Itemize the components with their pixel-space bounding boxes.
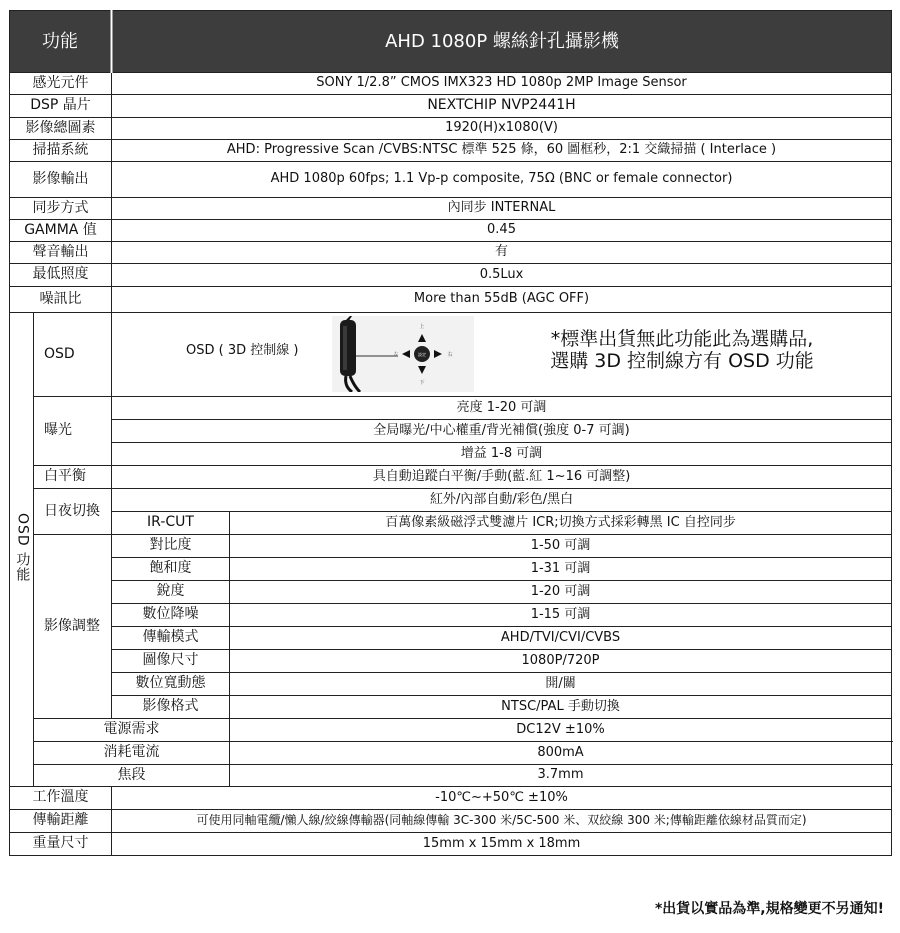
image-adjust-row	[10, 535, 892, 558]
spec-row	[10, 220, 892, 242]
exposure-value: 亮度 1-20 可調	[112, 397, 892, 420]
spec-row	[10, 162, 892, 198]
spec-row	[10, 742, 892, 765]
spec-value: More than 55dB (AGC OFF)	[112, 287, 892, 313]
exposure-label: 曝光	[34, 397, 112, 466]
feature-header: 功能	[10, 11, 112, 73]
spec-row	[10, 140, 892, 162]
image-adjust-item-value: NTSC/PAL 手動切換	[230, 696, 892, 719]
exposure-row	[10, 397, 892, 420]
image-adjust-row	[10, 673, 892, 696]
exposure-row	[10, 443, 892, 466]
image-adjust-item-label: 數位寬動態	[112, 673, 230, 696]
spec-label: 掃描系統	[10, 140, 112, 162]
spec-value: 0.45	[112, 220, 892, 242]
image-adjust-item-label: 飽和度	[112, 558, 230, 581]
image-adjust-item-label: 傳輸模式	[112, 627, 230, 650]
spec-value: 1920(H)x1080(V)	[112, 118, 892, 140]
osd-note	[492, 328, 872, 374]
ir-cut-label: IR-CUT	[112, 512, 230, 535]
osd-down-label: 下	[419, 379, 425, 386]
spec-label: 感光元件	[10, 73, 112, 95]
image-adjust-row	[10, 650, 892, 673]
image-adjust-item-value: AHD/TVI/CVI/CVBS	[230, 627, 892, 650]
spec-row	[10, 810, 892, 833]
spec-value: 內同步 INTERNAL	[112, 198, 892, 220]
spec-label: DSP 晶片	[10, 95, 112, 118]
spec-label: 傳輸距離	[10, 810, 112, 833]
spec-value: 可使用同軸電纜/懶人線/絞線傳輸器(同軸線傳輸 3C-300 米/5C-500 米、双絞線 300 米;傳輸距離依線材品質而定)	[112, 810, 892, 833]
osd-left-label: 左	[393, 351, 399, 358]
image-adjust-row	[10, 627, 892, 650]
spec-value: NEXTCHIP NVP2441H	[112, 95, 892, 118]
image-adjust-row	[10, 558, 892, 581]
spec-label: 工作溫度	[10, 787, 112, 810]
image-adjust-item-label: 圖像尺寸	[112, 650, 230, 673]
image-adjust-row	[10, 581, 892, 604]
osd-row	[10, 313, 892, 397]
day-night-label: 日夜切換	[34, 489, 112, 535]
spec-table	[9, 10, 892, 856]
white-balance-label: 白平衡	[34, 466, 112, 489]
day-night-row	[10, 489, 892, 512]
spec-label: 噪訊比	[10, 287, 112, 313]
spec-value: DC12V ±10%	[230, 719, 892, 742]
spec-row	[10, 287, 892, 313]
spec-label: GAMMA 值	[10, 220, 112, 242]
spec-row	[10, 118, 892, 140]
osd-note-line2: 選購 3D 控制線方有 OSD 功能	[550, 350, 814, 373]
spec-row	[10, 833, 892, 856]
exposure-value: 增益 1-8 可調	[112, 443, 892, 466]
exposure-value: 全局曝光/中心權重/背光補償(強度 0-7 可調)	[112, 420, 892, 443]
spec-label: 影像總圖素	[10, 118, 112, 140]
image-adjust-item-value: 1-31 可調	[230, 558, 892, 581]
spec-row	[10, 73, 892, 95]
spec-label: 最低照度	[10, 264, 112, 287]
spec-label: 消耗電流	[34, 742, 230, 765]
spec-row	[10, 787, 892, 810]
spec-label: 焦段	[34, 765, 230, 787]
spec-value: 0.5Lux	[112, 264, 892, 287]
spec-row	[10, 719, 892, 742]
image-adjust-row	[10, 604, 892, 627]
white-balance-row	[10, 466, 892, 489]
spec-value: AHD: Progressive Scan /CVBS:NTSC 標準 525 條，60 圖框秒，2:1 交織掃描 ( Interlace )	[112, 140, 892, 162]
osd-label: OSD	[34, 313, 112, 397]
product-title: AHD 1080P 螺絲針孔攝影機	[112, 11, 892, 73]
image-adjust-item-label: 對比度	[112, 535, 230, 558]
spec-value: SONY 1/2.8” CMOS IMX323 HD 1080p 2MP Image Sensor	[112, 73, 892, 95]
osd-center-label: 設定	[418, 351, 426, 357]
spec-value: 15mm x 15mm x 18mm	[112, 833, 892, 856]
spec-label: 聲音輸出	[10, 242, 112, 264]
image-adjust-item-label: 影像格式	[112, 696, 230, 719]
spec-label: 電源需求	[34, 719, 230, 742]
osd-group-label	[10, 313, 34, 787]
spec-label: 重量尺寸	[10, 833, 112, 856]
spec-value: AHD 1080p 60fps; 1.1 Vp-p composite, 75Ω (BNC or female connector)	[112, 162, 892, 198]
image-adjust-label: 影像調整	[34, 535, 112, 719]
spec-label: 同步方式	[10, 198, 112, 220]
osd-up-label: 上	[419, 323, 425, 330]
ir-cut-row	[10, 512, 892, 535]
osd-control-image	[332, 316, 474, 392]
image-adjust-item-value: 開/關	[230, 673, 892, 696]
spec-row	[10, 242, 892, 264]
image-adjust-item-value: 1-15 可調	[230, 604, 892, 627]
image-adjust-item-label: 銳度	[112, 581, 230, 604]
image-adjust-item-label: 數位降噪	[112, 604, 230, 627]
header-row	[10, 11, 892, 73]
spec-value: 3.7mm	[230, 765, 892, 787]
osd-right-label: 右	[447, 351, 453, 358]
spec-row	[10, 95, 892, 118]
spec-row	[10, 264, 892, 287]
ir-cut-value: 百萬像素級磁浮式雙濾片 ICR;切換方式採彩轉黑 IC 自控同步	[230, 512, 892, 535]
footer-note: *出貨以實品為準,規格變更不另通知!	[654, 901, 884, 917]
spec-value: 有	[112, 242, 892, 264]
osd-cell	[112, 313, 892, 397]
spec-value: -10℃~+50℃ ±10%	[112, 787, 892, 810]
day-night-value: 紅外/內部自動/彩色/黑白	[112, 489, 892, 512]
image-adjust-row	[10, 696, 892, 719]
osd-group-text: OSD 功能	[14, 512, 31, 582]
spec-value: 800mA	[230, 742, 892, 765]
osd-control-text: OSD ( 3D 控制線 )	[186, 342, 299, 358]
white-balance-value: 具自動追蹤白平衡/手動(藍.紅 1~16 可調整)	[112, 466, 892, 489]
spec-label: 影像輸出	[10, 162, 112, 198]
image-adjust-item-value: 1080P/720P	[230, 650, 892, 673]
spec-row	[10, 765, 892, 787]
exposure-row	[10, 420, 892, 443]
spec-row	[10, 198, 892, 220]
image-adjust-item-value: 1-20 可調	[230, 581, 892, 604]
osd-note-line1: *標準出貨無此功能此為選購品,	[550, 327, 814, 350]
image-adjust-item-value: 1-50 可調	[230, 535, 892, 558]
